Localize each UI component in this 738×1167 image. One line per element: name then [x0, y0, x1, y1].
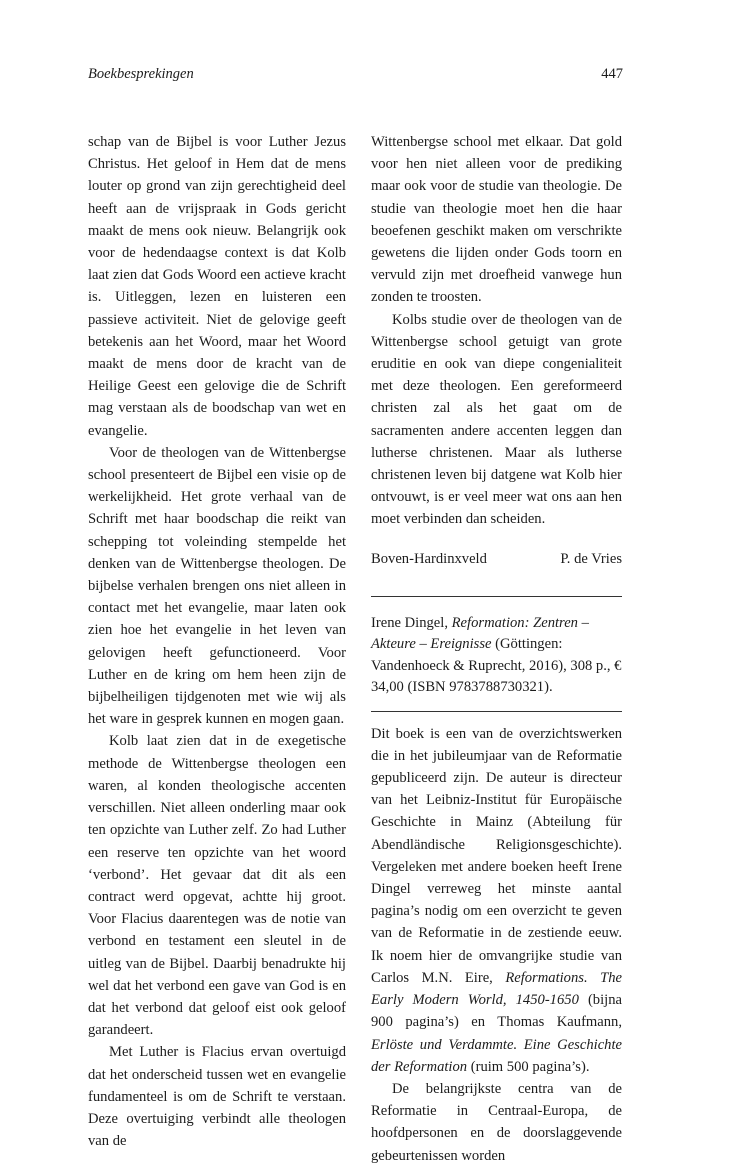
book-title: Reformations. The Early Modern World, 1450-1650: [371, 969, 622, 1009]
citation-title: Reformation: Zentren – Akteure – Ereignisse: [371, 614, 589, 653]
citation-details: (Göttingen: Vandenhoeck & Ruprecht, 2016), 308 p., € 34,00 (ISBN 9783788730321).: [371, 636, 622, 696]
book-citation: [371, 613, 622, 699]
paragraph-text: (bijna 900 pagina’s) en Thomas Kaufmann,: [371, 992, 622, 1031]
paragraph: [371, 723, 622, 1078]
running-head-title: Boekbesprekingen: [88, 66, 194, 82]
citation-author: Irene Dingel,: [371, 614, 452, 631]
paragraph: Kolb laat zien dat in de exegetische methode de Wittenbergse theologen een waren, al konden theologische accenten verschillen. Niet alleen onderling maar ook ten opzichte van Luther zelf. Zo had Luther een reserve ten opzichte van het woord ‘verbond’. Het gevaar dat dit als een contract werd opgevat, achtte hij groot. Voor Flacius daarentegen was de notie van verbond en testament een sleutel in de uitleg van de Bijbel. Daarbij benadrukte hij wel dat het verbond een gave van God is en dat het verbond dat geloof eist ook geloof garandeert.: [88, 733, 346, 1039]
paragraph: De belangrijkste centra van de Reformatie in Centraal-Europa, de hoofdpersonen en de doorslaggevende gebeurtenissen worden: [371, 1080, 622, 1164]
signature-author: P. de Vries: [560, 550, 622, 567]
paragraph-text: Dit boek is een van de overzichtswerken die in het jubileumjaar van de Reformatie gepubliceerd zijn. De auteur is directeur van het Leibniz-Institut für Europäische Geschichte in Mainz (Abteilung für Abendländische Religionsgeschichte). Vergeleken met andere boeken heeft Irene Dingel verreweg het minste aantal pagina’s nodig om een overzicht te geven van de Reformatie in de zestiende eeuw. Ik noem hier de omvangrijke studie van Carlos M.N. Eire,: [371, 725, 622, 986]
paragraph-text: (ruim 500 pagina’s).: [467, 1058, 590, 1075]
paragraph: Kolbs studie over de theologen van de Wittenbergse school getuigt van grote eruditie en ook van diepe congenialiteit met deze theologen. Een gereformeerd christen zal als het gaat om de sacramenten andere accenten leggen dan lutherse christenen. Maar als lutherse christenen leven bij datgene wat Kolb hier ontvouwt, is er veel meer wat ons aan hen moet verbinden dan scheiden.: [371, 311, 622, 528]
signature-place: Boven-Hardinxveld: [371, 550, 487, 567]
book-title: Erlöste und Verdammte. Eine Geschichte der Reformation: [371, 1036, 622, 1075]
paragraph: schap van de Bijbel is voor Luther Jezus Christus. Het geloof in Hem dat de mens louter op grond van zijn gerechtigheid deel heeft aan de vrijspraak in Gods gericht maakt de mens ook nieuw. Belangrijk ook voor de hedendaagse context is dat Kolb laat zien dat Gods Woord een actieve kracht is. Uitleggen, lezen en luisteren een passieve activiteit. Niet de gelovige geeft betekenis aan het Woord, maar het Woord maakt de mens door de kracht van de Heilige Geest een gelovige die de Schrift mag verstaan als de boodschap van wet en evangelie.: [88, 134, 346, 439]
left-column: [88, 131, 346, 1152]
paragraph: Met Luther is Flacius ervan overtuigd dat het onderscheid tussen wet en evangelie fundamenteel is om de Schrift te verstaan. Deze overtuiging verbindt alle theologen van de: [88, 1044, 346, 1150]
paragraph: Voor de theologen van de Wittenbergse school presenteert de Bijbel een visie op de werkelijkheid. Het grote verhaal van de Schrift met haar boodschap die reikt van schepping tot voleinding stempelde het denken van de Wittenbergse theologen. De bijbelse verhalen brengen ons niet alleen in contact met het evangelie, maar laten ook zien hoe het evangelie in het leven van gelovigen heeft gefunctioneerd. Voor Luther en de kring om hem heen zijn de bijbelheiligen tijdgenoten met wie wij als het ware in gesprek kunnen en mogen gaan.: [88, 444, 346, 728]
running-head: [88, 64, 623, 84]
page-number: 447: [601, 66, 623, 82]
review-signature: [371, 548, 622, 570]
divider: [371, 596, 622, 597]
right-column: [371, 131, 622, 1167]
divider: [371, 711, 622, 712]
paragraph: Wittenbergse school met elkaar. Dat gold voor hen niet alleen voor de prediking maar ook voor de studie van theologie. De studie van theologie moet hen die haar beoefenen geschikt maken om verschrikte gewetens die lijden onder Gods toorn en vervuld zijn met droefheid vanwege hun zonden te troosten.: [371, 134, 622, 306]
